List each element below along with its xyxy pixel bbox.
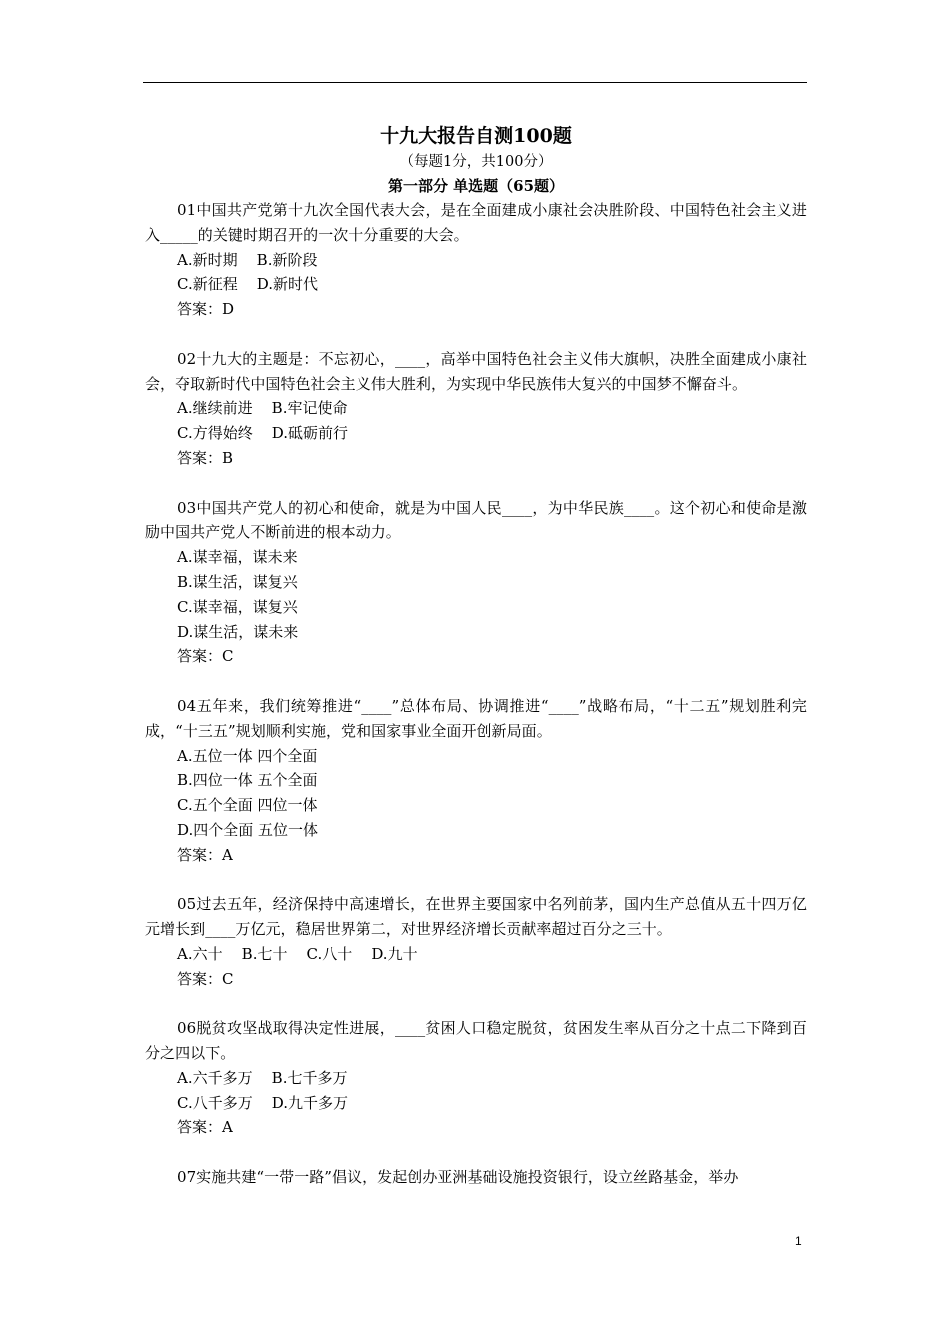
question-stem: 06脱贫攻坚战取得决定性进展，____贫困人口稳定脱贫，贫困发生率从百分之十点二下降到百分之四以下。 — [145, 1019, 807, 1063]
options-line: C.新征程 D.新时代 — [177, 275, 319, 294]
options-line: A.新时期 B.新阶段 — [177, 250, 318, 269]
question-stem: 03中国共产党人的初心和使命，就是为中国人民____，为中华民族____。这个初心和使命是激励中国共产党人不断前进的根本动力。 — [145, 498, 807, 542]
options-line: D.谋生活，谋未来 — [177, 622, 299, 641]
question-block — [145, 198, 807, 322]
answer-line: 答案：A — [177, 845, 233, 864]
question-block — [145, 1165, 807, 1190]
question-block — [145, 496, 807, 670]
options-line: D.四个全面 五位一体 — [177, 820, 319, 839]
document-subtitle: （每题1分，共100分） — [399, 154, 553, 170]
options-line: B.四位一体 五个全面 — [177, 771, 318, 790]
options-line: A.五位一体 四个全面 — [177, 746, 318, 765]
options-line: C.方得始终 D.砥砺前行 — [177, 424, 349, 443]
options-line: C.八千多万 D.九千多万 — [177, 1093, 349, 1112]
question-stem: 05过去五年，经济保持中高速增长，在世界主要国家中名列前茅，国内生产总值从五十四万亿元增长到____万亿元，稳居世界第二，对世界经济增长贡献率超过百分之三十。 — [145, 895, 807, 939]
question-stem: 04五年来，我们统筹推进“____”总体布局、协调推进“____”战略布局，“十二五”规划胜利完成，“十三五”规划顺利实施，党和国家事业全面开创新局面。 — [145, 696, 807, 740]
question-stem: 01中国共产党第十九次全国代表大会，是在全面建成小康社会决胜阶段、中国特色社会主义进入_____的关键时期召开的一次十分重要的大会。 — [145, 201, 807, 244]
answer-line: 答案：C — [177, 647, 234, 666]
section-heading: 第一部分 单选题（65题） — [387, 177, 565, 195]
question-block — [145, 694, 807, 868]
options-line: B.谋生活，谋复兴 — [177, 572, 298, 591]
answer-line: 答案：D — [177, 300, 235, 319]
page-number: 1 — [795, 1234, 802, 1248]
answer-line: 答案：A — [177, 1118, 233, 1137]
options-line: A.继续前进 B.牢记使命 — [177, 399, 348, 418]
question-stem: 07实施共建“一带一路”倡议，发起创办亚洲基础设施投资银行，设立丝路基金，举办 — [177, 1168, 739, 1187]
question-block — [145, 1016, 807, 1140]
options-line: A.谋幸福，谋未来 — [177, 548, 298, 567]
question-block — [145, 892, 807, 991]
options-line: A.六十 B.七十 C.八十 D.九十 — [177, 944, 418, 963]
answer-line: 答案：B — [177, 448, 234, 467]
question-stem: 02十九大的主题是：不忘初心，____，高举中国特色社会主义伟大旗帜，决胜全面建成小康社会，夺取新时代中国特色社会主义伟大胜利，为实现中华民族伟大复兴的中国梦不懈奋斗。 — [145, 349, 807, 393]
answer-line: 答案：C — [177, 969, 234, 988]
options-line: A.六千多万 B.七千多万 — [177, 1068, 348, 1087]
options-line: C.谋幸福，谋复兴 — [177, 597, 298, 616]
question-list — [145, 198, 807, 1190]
document-title: 十九大报告自测100题 — [380, 125, 572, 147]
question-block — [145, 347, 807, 471]
header-rule — [143, 82, 807, 83]
document-body — [145, 122, 807, 1190]
options-line: C.五个全面 四位一体 — [177, 796, 318, 815]
